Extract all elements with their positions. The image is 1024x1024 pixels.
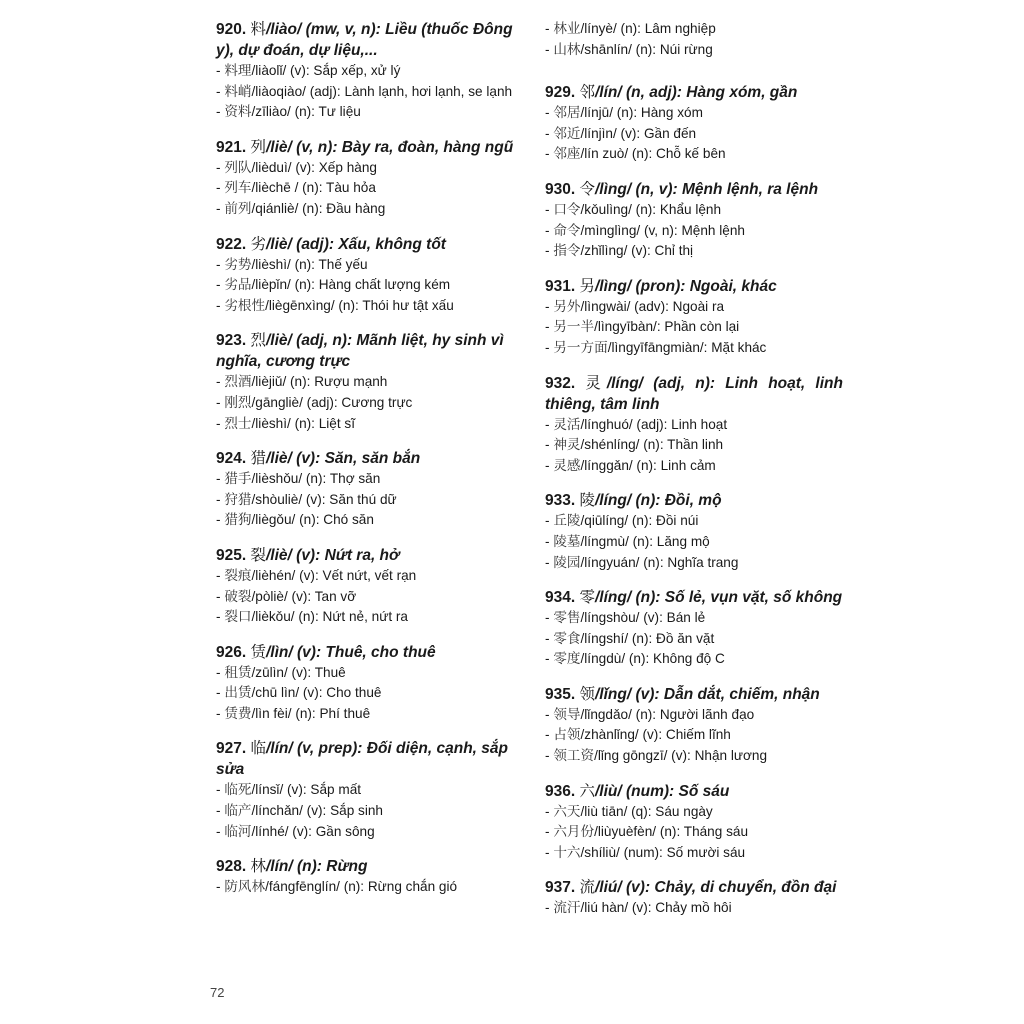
example-hanzi: 十六 xyxy=(553,844,581,861)
example-text: /kǒulìng/ (n): Khẩu lệnh xyxy=(580,201,722,217)
example-hanzi: 烈士 xyxy=(224,415,252,432)
example-text: /liègǒu/ (n): Chó săn xyxy=(251,512,374,528)
example-item: - 邻居/línjū/ (n): Hàng xóm xyxy=(545,105,703,122)
entry-hanzi: 猎 xyxy=(250,449,266,468)
example-hanzi: 劣根性 xyxy=(224,297,266,314)
example-item: - 流汗/liú hàn/ (v): Chảy mồ hôi xyxy=(545,900,732,917)
entry-headword xyxy=(216,448,514,469)
example-text: /lièchē / (n): Tàu hỏa xyxy=(251,180,376,196)
example-hanzi: 邻居 xyxy=(553,105,581,122)
entry-number: 923. xyxy=(216,332,247,350)
example-item: - 十六/shíliù/ (num): Số mười sáu xyxy=(545,844,746,861)
entry-definition: /liè/ (v): Nứt ra, hở xyxy=(266,546,400,564)
dictionary-entry xyxy=(216,738,514,842)
example-item: - 料峭/liàoqiào/ (adj): Lành lạnh, hơi lạnh, se lạnh xyxy=(216,83,513,100)
example-text: /liùyuèfèn/ (n): Tháng sáu xyxy=(594,824,748,840)
example-text: /lièshì/ (n): Thế yếu xyxy=(251,256,368,272)
entry-definition: /lín/ (n): Rừng xyxy=(266,858,368,876)
entry-definition: /lìng/ (n, v): Mệnh lệnh, ra lệnh xyxy=(595,180,819,198)
example-text: /lìngyīfāngmiàn/: Mặt khác xyxy=(607,339,767,355)
entry-hanzi: 劣 xyxy=(250,234,266,253)
example-text: /zīliào/ (n): Tư liệu xyxy=(251,104,361,120)
entry-hanzi: 烈 xyxy=(250,331,266,350)
entry-number: 935. xyxy=(545,685,576,703)
example-item: - 灵活/línghuó/ (adj): Linh hoạt xyxy=(545,416,728,433)
example-hanzi: 邻近 xyxy=(553,125,581,142)
entry-number: 922. xyxy=(216,235,247,253)
example-text: /língshí/ (n): Đồ ăn vặt xyxy=(580,630,715,646)
example-item: - 临河/línhé/ (v): Gần sông xyxy=(216,823,375,840)
example-item: - 劣势/lièshì/ (n): Thế yếu xyxy=(216,256,368,273)
example-item: - 裂口/lièkǒu/ (n): Nứt nẻ, nứt ra xyxy=(216,609,408,626)
example-item: - 烈酒/lièjiǔ/ (n): Rượu mạnh xyxy=(216,374,388,391)
dictionary-entry xyxy=(545,490,843,573)
entry-headword xyxy=(216,545,514,566)
dictionary-entry xyxy=(545,877,843,919)
entry-number: 924. xyxy=(216,450,247,468)
entry-headword xyxy=(545,877,843,898)
entry-headword xyxy=(216,19,514,61)
example-item: - 灵感/línggǎn/ (n): Linh cảm xyxy=(545,457,716,474)
example-hanzi: 命令 xyxy=(553,222,581,239)
entry-hanzi: 赁 xyxy=(250,642,266,661)
example-hanzi: 列队 xyxy=(224,159,252,176)
dictionary-entry xyxy=(545,276,843,359)
entry-definition: /lín/ (n, adj): Hàng xóm, gần xyxy=(595,84,798,102)
example-item: - 烈士/lièshì/ (n): Liệt sĩ xyxy=(216,415,355,432)
entry-headword xyxy=(545,781,843,802)
example-hanzi: 山林 xyxy=(553,41,581,58)
example-item: - 邻座/lín zuò/ (n): Chỗ kế bên xyxy=(545,146,726,163)
example-hanzi: 林业 xyxy=(553,21,581,37)
dictionary-entry xyxy=(216,137,514,220)
example-text: /línggǎn/ (n): Linh cảm xyxy=(580,457,716,473)
example-text: /lìn fèi/ (n): Phí thuê xyxy=(251,705,371,721)
entry-definition: /liù/ (num): Số sáu xyxy=(595,782,730,800)
entry-number: 937. xyxy=(545,879,576,897)
example-item: - 林业/línyè/ (n): Lâm nghiệp xyxy=(545,21,716,37)
example-text: /gāngliè/ (adj): Cương trực xyxy=(251,394,413,410)
example-hanzi: 另外 xyxy=(553,298,581,315)
entry-number: 933. xyxy=(545,492,576,510)
example-hanzi: 赁费 xyxy=(224,705,252,722)
example-item: - 租赁/zūlìn/ (v): Thuê xyxy=(216,664,346,681)
entry-hanzi: 临 xyxy=(250,739,266,758)
example-hanzi: 流汗 xyxy=(553,900,581,917)
entry-hanzi: 零 xyxy=(579,588,595,607)
example-hanzi: 六月份 xyxy=(553,824,595,841)
entry-headword xyxy=(545,684,843,705)
entry-hanzi: 六 xyxy=(579,781,595,800)
dictionary-entry xyxy=(216,448,514,531)
example-hanzi: 防风林 xyxy=(224,879,266,896)
example-hanzi: 刚烈 xyxy=(224,394,252,411)
entry-hanzi: 裂 xyxy=(250,545,266,564)
entry-number: 934. xyxy=(545,589,576,607)
example-item: - 列队/lièduì/ (v): Xếp hàng xyxy=(216,159,377,176)
example-text: /línyè/ (n): Lâm nghiệp xyxy=(580,21,716,36)
example-text: /línjū/ (n): Hàng xóm xyxy=(580,105,703,121)
example-hanzi: 资料 xyxy=(224,104,252,121)
example-item: - 零度/língdù/ (n): Không độ C xyxy=(545,651,725,668)
entry-definition: /liè/ (adj): Xấu, không tốt xyxy=(266,235,446,253)
entry-number: 927. xyxy=(216,740,247,758)
entry-definition: /líng/ (n): Số lẻ, vụn vặt, số không xyxy=(595,589,843,607)
example-item: - 神灵/shénlíng/ (n): Thần linh xyxy=(545,437,724,454)
dictionary-entry xyxy=(545,373,843,477)
entry-headword xyxy=(216,137,514,158)
example-text: /lièshǒu/ (n): Thợ săn xyxy=(251,471,381,487)
example-text: /fángfēnglín/ (n): Rừng chắn gió xyxy=(265,879,458,895)
example-hanzi: 临河 xyxy=(224,823,252,840)
entry-headword xyxy=(545,587,843,608)
example-hanzi: 另一方面 xyxy=(553,339,608,356)
example-text: /lìngwài/ (adv): Ngoài ra xyxy=(580,298,725,314)
right-column xyxy=(545,19,843,933)
example-item: - 临死/línsǐ/ (v): Sắp mất xyxy=(216,782,362,799)
example-text: /shānlín/ (n): Núi rừng xyxy=(580,41,713,57)
example-hanzi: 六天 xyxy=(553,803,581,820)
example-item: - 命令/mìnglìng/ (v, n): Mệnh lệnh xyxy=(545,222,745,239)
example-item: - 资料/zīliào/ (n): Tư liệu xyxy=(216,104,361,121)
example-item: - 领导/lǐngdǎo/ (n): Người lãnh đạo xyxy=(545,706,755,723)
example-item: - 丘陵/qiūlíng/ (n): Đồi núi xyxy=(545,513,699,530)
example-item: - 口令/kǒulìng/ (n): Khẩu lệnh xyxy=(545,201,722,218)
example-item: - 六月份/liùyuèfèn/ (n): Tháng sáu xyxy=(545,824,748,841)
example-item: - 破裂/pòliè/ (v): Tan vỡ xyxy=(216,588,357,605)
entry-headword xyxy=(216,856,514,877)
example-text: /língshòu/ (v): Bán lẻ xyxy=(580,610,706,626)
example-hanzi: 神灵 xyxy=(553,437,581,454)
example-text: /shòuliè/ (v): Săn thú dữ xyxy=(251,491,397,507)
example-item: - 邻近/línjìn/ (v): Gần đến xyxy=(545,125,697,142)
example-hanzi: 猎手 xyxy=(224,471,252,488)
example-hanzi: 裂痕 xyxy=(224,567,252,584)
example-item: - 防风林/fángfēnglín/ (n): Rừng chắn gió xyxy=(216,879,458,896)
example-hanzi: 陵墓 xyxy=(553,533,581,550)
entry-headword xyxy=(545,490,843,511)
example-text: /línchǎn/ (v): Sắp sinh xyxy=(251,803,383,819)
entry-headword xyxy=(216,642,514,663)
example-text: /língdù/ (n): Không độ C xyxy=(580,651,725,667)
example-item: - 狩猎/shòuliè/ (v): Săn thú dữ xyxy=(216,491,397,508)
entry-hanzi: 另 xyxy=(579,276,595,295)
example-item: - 另一方面/lìngyīfāngmiàn/: Mặt khác xyxy=(545,339,767,356)
example-hanzi: 临死 xyxy=(224,782,252,799)
entry-definition: /lín/ (v, prep): Đối diện, cạnh, sắp sửa xyxy=(216,740,509,779)
example-hanzi: 领导 xyxy=(553,706,581,723)
example-item: - 刚烈/gāngliè/ (adj): Cương trực xyxy=(216,394,413,411)
example-text: /shíliù/ (num): Số mười sáu xyxy=(580,844,746,860)
dictionary-entry xyxy=(545,684,843,767)
example-text: /lǐngdǎo/ (n): Người lãnh đạo xyxy=(580,706,755,722)
entry-hanzi: 令 xyxy=(579,179,595,198)
entry-number: 920. xyxy=(216,21,247,38)
example-hanzi: 裂口 xyxy=(224,609,252,626)
example-text: /lièjiǔ/ (n): Rượu mạnh xyxy=(251,374,388,390)
example-hanzi: 烈酒 xyxy=(224,374,252,391)
entry-hanzi: 列 xyxy=(250,137,266,156)
dictionary-entry xyxy=(216,19,514,123)
entry-hanzi: 陵 xyxy=(579,491,595,510)
entry-definition: /líng/ (adj, n): Linh hoạt, linh thiêng, tâm linh xyxy=(545,374,843,413)
example-hanzi: 劣势 xyxy=(224,256,252,273)
dictionary-entry xyxy=(216,642,514,725)
example-text: /língyuán/ (n): Nghĩa trang xyxy=(580,554,739,570)
entry-number: 936. xyxy=(545,782,576,800)
example-hanzi: 列车 xyxy=(224,180,252,197)
entry-headword xyxy=(216,330,514,372)
example-text: /lièduì/ (v): Xếp hàng xyxy=(251,159,377,175)
entry-definition: /lìn/ (v): Thuê, cho thuê xyxy=(266,643,436,661)
continued-entry-items xyxy=(545,19,843,60)
example-item: - 猎手/lièshǒu/ (n): Thợ săn xyxy=(216,471,381,488)
example-hanzi: 口令 xyxy=(553,201,581,218)
entry-number: 921. xyxy=(216,138,247,156)
example-text: /liàoqiào/ (adj): Lành lạnh, hơi lạnh, se lạnh xyxy=(251,83,513,99)
example-text: /liàolǐ/ (v): Sắp xếp, xử lý xyxy=(251,63,401,78)
example-hanzi: 灵感 xyxy=(553,457,581,474)
example-hanzi: 租赁 xyxy=(224,664,252,681)
example-hanzi: 另一半 xyxy=(553,319,595,336)
entry-number: 926. xyxy=(216,643,247,661)
example-text: /língmù/ (n): Lăng mộ xyxy=(580,533,710,549)
example-hanzi: 料理 xyxy=(224,63,252,79)
example-item: - 另外/lìngwài/ (adv): Ngoài ra xyxy=(545,298,725,315)
entry-number: 930. xyxy=(545,180,576,198)
example-text: /lìngyībàn/: Phần còn lại xyxy=(594,319,740,335)
example-hanzi: 零售 xyxy=(553,610,581,627)
example-item: - 陵墓/língmù/ (n): Lăng mộ xyxy=(545,533,710,550)
example-hanzi: 丘陵 xyxy=(553,513,581,530)
entry-hanzi: 流 xyxy=(579,878,595,897)
example-text: /lǐng gōngzī/ (v): Nhận lương xyxy=(594,748,768,764)
example-item: - 山林/shānlín/ (n): Núi rừng xyxy=(545,41,713,58)
example-item: - 劣品/lièpǐn/ (n): Hàng chất lượng kém xyxy=(216,277,451,294)
example-hanzi: 灵活 xyxy=(553,416,581,433)
example-text: /shénlíng/ (n): Thần linh xyxy=(580,437,724,453)
example-text: /lín zuò/ (n): Chỗ kế bên xyxy=(580,146,726,162)
example-hanzi: 领工资 xyxy=(553,748,595,765)
example-item: - 劣根性/liègēnxìng/ (n): Thói hư tật xấu xyxy=(216,297,454,314)
dictionary-entry xyxy=(216,330,514,434)
entry-number: 932. xyxy=(545,374,576,392)
entry-hanzi: 林 xyxy=(250,857,266,876)
example-text: /línhé/ (v): Gần sông xyxy=(251,823,375,839)
entry-hanzi: 领 xyxy=(579,684,595,703)
example-text: /liú hàn/ (v): Chảy mồ hôi xyxy=(580,900,732,916)
entry-definition: /liè/ (adj, n): Mãnh liệt, hy sinh vì nghĩa, cương trực xyxy=(216,332,504,371)
example-item: - 占领/zhànlǐng/ (v): Chiếm lĩnh xyxy=(545,727,731,744)
example-text: /línjìn/ (v): Gần đến xyxy=(580,125,697,141)
example-item: - 另一半/lìngyībàn/: Phần còn lại xyxy=(545,319,740,336)
entry-hanzi: 灵 xyxy=(585,373,607,392)
entry-number: 929. xyxy=(545,84,576,102)
example-item: - 六天/liù tiān/ (q): Sáu ngày xyxy=(545,803,713,820)
dictionary-entry xyxy=(216,545,514,628)
example-text: /zhànlǐng/ (v): Chiếm lĩnh xyxy=(580,727,731,743)
entry-hanzi: 邻 xyxy=(579,83,595,102)
entry-headword xyxy=(216,234,514,255)
example-item: - 料理/liàolǐ/ (v): Sắp xếp, xử lý xyxy=(216,63,401,79)
example-hanzi: 狩猎 xyxy=(224,491,252,508)
example-text: /qiūlíng/ (n): Đồi núi xyxy=(580,513,699,529)
entry-definition: /liè/ (v): Săn, săn bắn xyxy=(266,450,421,468)
example-text: /lièhén/ (v): Vết nứt, vết rạn xyxy=(251,567,417,583)
example-text: /pòliè/ (v): Tan vỡ xyxy=(251,588,357,604)
entry-headword xyxy=(216,738,514,780)
dictionary-entry xyxy=(545,781,843,864)
example-hanzi: 邻座 xyxy=(553,146,581,163)
example-text: /chū lìn/ (v): Cho thuê xyxy=(251,685,382,701)
left-column xyxy=(216,19,514,912)
page-number: 72 xyxy=(210,985,225,1000)
example-hanzi: 劣品 xyxy=(224,277,252,294)
entry-headword xyxy=(545,373,843,415)
example-hanzi: 零食 xyxy=(553,630,581,647)
dictionary-entry xyxy=(216,856,514,898)
example-item: - 临产/línchǎn/ (v): Sắp sinh xyxy=(216,803,383,820)
entry-headword xyxy=(545,179,843,200)
dictionary-entry xyxy=(545,179,843,262)
example-text: /zūlìn/ (v): Thuê xyxy=(251,664,346,680)
example-hanzi: 前列 xyxy=(224,200,252,217)
example-text: /línsǐ/ (v): Sắp mất xyxy=(251,782,362,798)
example-hanzi: 陵园 xyxy=(553,554,581,571)
example-item: - 零食/língshí/ (n): Đồ ăn vặt xyxy=(545,630,715,647)
entry-number: 925. xyxy=(216,546,247,564)
entry-headword xyxy=(545,82,843,103)
entry-definition: /liú/ (v): Chảy, di chuyển, đồn đại xyxy=(595,879,837,897)
example-hanzi: 猎狗 xyxy=(224,512,252,529)
entry-number: 931. xyxy=(545,277,576,295)
example-hanzi: 指令 xyxy=(553,243,581,260)
entry-definition: /liào/ (mw, v, n): Liều (thuốc Đông y), dự đoán, dự liệu,... xyxy=(216,21,513,59)
entry-definition: /líng/ (n): Đồi, mộ xyxy=(595,492,722,510)
entry-definition: /liè/ (v, n): Bày ra, đoàn, hàng ngũ xyxy=(266,138,514,156)
example-item: - 赁费/lìn fèi/ (n): Phí thuê xyxy=(216,705,371,722)
dictionary-entry xyxy=(545,587,843,670)
example-hanzi: 破裂 xyxy=(224,588,252,605)
dictionary-entry xyxy=(545,82,843,165)
example-text: /liù tiān/ (q): Sáu ngày xyxy=(580,803,713,819)
example-item: - 裂痕/lièhén/ (v): Vết nứt, vết rạn xyxy=(216,567,417,584)
example-text: /qiánliè/ (n): Đầu hàng xyxy=(251,200,386,216)
example-hanzi: 出赁 xyxy=(224,685,252,702)
example-text: /liègēnxìng/ (n): Thói hư tật xấu xyxy=(265,297,454,313)
example-hanzi: 零度 xyxy=(553,651,581,668)
example-hanzi: 占领 xyxy=(553,727,581,744)
entry-definition: /lìng/ (pron): Ngoài, khác xyxy=(595,277,777,295)
example-item: - 猎狗/liègǒu/ (n): Chó săn xyxy=(216,512,374,529)
example-item: - 陵园/língyuán/ (n): Nghĩa trang xyxy=(545,554,739,571)
entry-headword xyxy=(545,276,843,297)
example-item: - 指令/zhǐlìng/ (v): Chỉ thị xyxy=(545,243,694,260)
example-item: - 出赁/chū lìn/ (v): Cho thuê xyxy=(216,685,382,702)
example-item: - 领工资/lǐng gōngzī/ (v): Nhận lương xyxy=(545,748,768,765)
example-item: - 前列/qiánliè/ (n): Đầu hàng xyxy=(216,200,386,217)
example-item: - 列车/lièchē / (n): Tàu hỏa xyxy=(216,180,376,197)
entry-number: 928. xyxy=(216,858,247,876)
example-hanzi: 料峭 xyxy=(224,83,252,100)
example-item: - 零售/língshòu/ (v): Bán lẻ xyxy=(545,610,706,627)
example-hanzi: 临产 xyxy=(224,803,252,820)
example-text: /lièshì/ (n): Liệt sĩ xyxy=(251,415,355,431)
dictionary-entry xyxy=(216,234,514,317)
example-text: /lièpǐn/ (n): Hàng chất lượng kém xyxy=(251,277,451,293)
entry-hanzi: 料 xyxy=(250,20,266,38)
entry-definition: /lǐng/ (v): Dẫn dắt, chiếm, nhận xyxy=(595,685,820,703)
example-text: /mìnglìng/ (v, n): Mệnh lệnh xyxy=(580,222,745,238)
example-text: /lièkǒu/ (n): Nứt nẻ, nứt ra xyxy=(251,609,408,625)
example-text: /zhǐlìng/ (v): Chỉ thị xyxy=(580,243,694,259)
example-text: /línghuó/ (adj): Linh hoạt xyxy=(580,416,728,432)
